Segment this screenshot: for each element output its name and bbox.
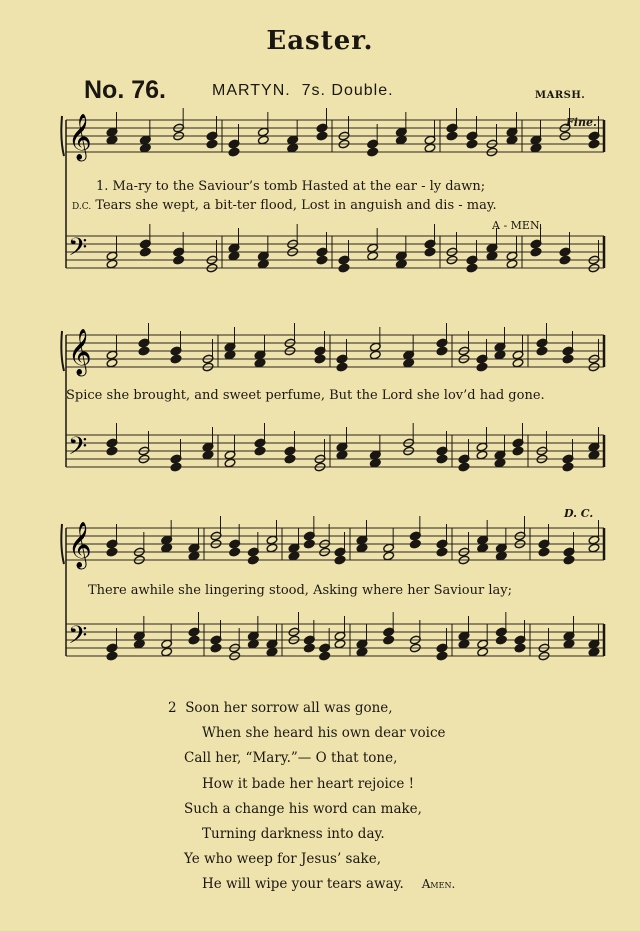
notehead: [436, 547, 448, 557]
notehead: [512, 446, 524, 456]
notehead: [424, 247, 436, 257]
notehead: [383, 635, 395, 645]
notehead: [466, 139, 478, 149]
notehead: [247, 555, 259, 565]
music-system-3: [0, 520, 640, 685]
stanza-line: 2 Soon her sorrow all was gone,: [168, 700, 393, 716]
notehead: [228, 147, 240, 157]
bass-clef: 𝄢: [68, 432, 88, 467]
notehead: [530, 143, 542, 153]
notehead: [512, 358, 524, 368]
notehead: [188, 635, 200, 645]
notehead: [530, 247, 542, 257]
amen-text: Amen.: [421, 877, 456, 892]
stanza-number: 2: [168, 700, 177, 716]
notehead: [336, 450, 348, 460]
notehead: [303, 539, 315, 549]
notehead: [106, 135, 118, 145]
stanza-line: Call her, “Mary.”— O that tone,: [184, 750, 398, 767]
brace: [61, 524, 64, 564]
notehead: [288, 551, 300, 561]
brace: [61, 331, 64, 371]
treble-clef: 𝄞: [68, 114, 92, 160]
notehead: [319, 651, 331, 661]
note-group: [106, 612, 600, 661]
treble-clef: 𝄞: [68, 522, 92, 568]
notehead: [436, 651, 448, 661]
notehead: [161, 543, 173, 553]
stanza-line: When she heard his own dear voice: [202, 725, 446, 742]
notehead: [334, 639, 346, 649]
notehead: [336, 362, 348, 372]
notehead: [266, 647, 278, 657]
notehead: [106, 547, 118, 557]
lyric-line-verse-2: Spice she brought, and sweet perfume, But the Lord she lov’d had gone.: [66, 388, 545, 403]
music-system-2: [0, 325, 640, 485]
notehead: [369, 350, 381, 360]
notehead: [369, 458, 381, 468]
meter: 7s. Double.: [301, 82, 394, 99]
notehead: [436, 454, 448, 464]
notehead: [424, 143, 436, 153]
dc-mark: D. C.: [564, 507, 594, 520]
bass-clef: 𝄢: [68, 621, 88, 656]
notehead: [367, 147, 379, 157]
notehead: [188, 551, 200, 561]
note-group: [106, 423, 600, 472]
lyric-line-verse-3: There awhile she lingering stood, Asking where her Saviour lay;: [88, 583, 512, 598]
stanza-line: How it bade her heart rejoice !: [202, 775, 415, 792]
notehead: [538, 547, 550, 557]
lyric-line-dc: [72, 198, 497, 213]
notehead: [170, 462, 182, 472]
section-title: Easter.: [266, 26, 374, 56]
notehead: [588, 139, 600, 149]
notehead: [588, 543, 600, 553]
notehead: [316, 255, 328, 265]
notehead: [495, 551, 507, 561]
notehead: [133, 639, 145, 649]
notehead: [257, 259, 269, 269]
hymn-number: No. 76.: [84, 76, 166, 104]
notehead: [466, 263, 478, 273]
notehead: [563, 555, 575, 565]
notehead: [173, 255, 185, 265]
notehead: [458, 462, 470, 472]
notehead: [506, 259, 518, 269]
notehead: [284, 454, 296, 464]
stanza-line: He will wipe your tears away. Amen.: [202, 876, 456, 893]
dc-prefix: D.C.: [72, 202, 92, 212]
notehead: [254, 446, 266, 456]
notehead: [356, 543, 368, 553]
notehead: [338, 263, 350, 273]
stanza-line: Ye who weep for Jesus’ sake,: [184, 851, 381, 868]
notehead: [316, 131, 328, 141]
notehead: [254, 358, 266, 368]
note-group: [106, 323, 600, 372]
notehead: [247, 639, 259, 649]
notehead: [395, 259, 407, 269]
notehead: [229, 547, 241, 557]
notehead: [395, 135, 407, 145]
notehead: [106, 651, 118, 661]
notehead: [436, 346, 448, 356]
note-group: [106, 108, 600, 157]
notehead: [202, 450, 214, 460]
lyric-line-dc-text: Tears she wept, a bit-ter flood, Lost in anguish and dis - may.: [95, 198, 497, 213]
notehead: [228, 251, 240, 261]
notehead: [446, 131, 458, 141]
stanza-line: Such a change his word can make,: [184, 800, 422, 817]
composer: MARSH.: [535, 90, 586, 101]
notehead: [170, 354, 182, 364]
notehead: [106, 259, 118, 269]
notehead: [314, 354, 326, 364]
notehead: [334, 555, 346, 565]
notehead: [383, 551, 395, 561]
tune-heading: [212, 82, 394, 100]
notehead: [506, 135, 518, 145]
notehead: [559, 255, 571, 265]
notehead: [494, 458, 506, 468]
notehead: [458, 639, 470, 649]
notehead: [562, 354, 574, 364]
tune-name: MARTYN.: [212, 82, 291, 99]
treble-clef: 𝄞: [68, 329, 92, 375]
notehead: [563, 639, 575, 649]
notehead: [106, 358, 118, 368]
notehead: [562, 462, 574, 472]
notehead: [409, 539, 421, 549]
notehead: [303, 643, 315, 653]
notehead: [257, 135, 269, 145]
notehead: [356, 647, 368, 657]
notehead: [514, 643, 526, 653]
notehead: [588, 647, 600, 657]
notehead: [206, 139, 218, 149]
brace: [61, 116, 64, 156]
stanza-line: Turning darkness into day.: [202, 826, 385, 843]
notehead: [139, 143, 151, 153]
notehead: [403, 358, 415, 368]
lyric-line-verse-1: 1. Ma-ry to the Saviour’s tomb Hasted at the ear - ly dawn;: [96, 179, 486, 194]
notehead: [224, 350, 236, 360]
amen-mark: A - MEN.: [492, 219, 543, 232]
bass-clef: 𝄢: [68, 233, 88, 268]
notehead: [486, 251, 498, 261]
note-group: [106, 516, 600, 565]
notehead: [139, 247, 151, 257]
notehead: [161, 647, 173, 657]
notehead: [266, 543, 278, 553]
notehead: [477, 647, 489, 657]
notehead: [476, 362, 488, 372]
notehead: [106, 446, 118, 456]
notehead: [476, 450, 488, 460]
notehead: [536, 346, 548, 356]
notehead: [494, 350, 506, 360]
notehead: [367, 251, 379, 261]
notehead: [495, 635, 507, 645]
notehead: [210, 643, 222, 653]
fine-mark: Fine.: [566, 116, 597, 129]
notehead: [287, 143, 299, 153]
notehead: [224, 458, 236, 468]
notehead: [477, 543, 489, 553]
notehead: [138, 346, 150, 356]
stanza-2: [168, 696, 455, 898]
notehead: [588, 450, 600, 460]
